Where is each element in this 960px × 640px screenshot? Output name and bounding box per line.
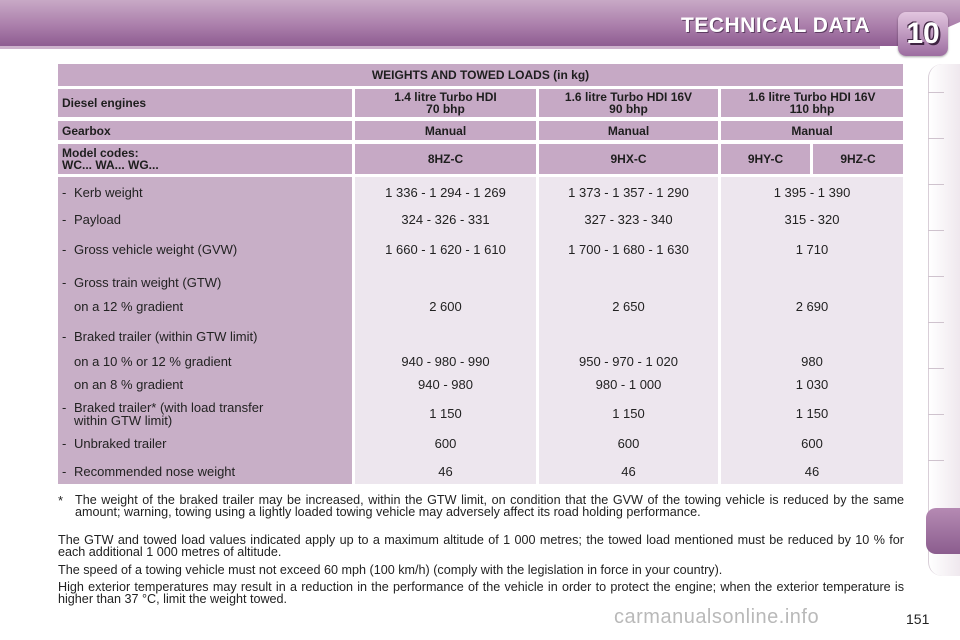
row-label-diesel-engines: Diesel engines <box>58 89 352 117</box>
side-tab-rail <box>928 64 960 576</box>
gearbox-value: Manual <box>539 121 718 140</box>
engine-header <box>355 89 536 117</box>
table-row-label: - Recommended nose weight <box>62 464 236 479</box>
chapter-badge <box>898 12 948 56</box>
speed-note: The speed of a towing vehicle must not exceed 60 mph (100 km/h) (comply with the legislation in force in your country). <box>58 563 723 577</box>
table-cell: 980 - 1 000 <box>595 377 662 392</box>
engine-header <box>721 89 903 117</box>
engine-header <box>539 89 718 117</box>
side-tab-divider <box>928 184 944 185</box>
table-cell: 600 <box>434 436 457 451</box>
table-cell: 1 395 - 1 390 <box>773 185 851 200</box>
model-codes-label: Model codes: <box>62 146 139 160</box>
table-row-label: - Kerb weight <box>62 185 143 200</box>
chapter-number: 10 <box>906 17 940 50</box>
table-cell: 940 - 980 <box>418 377 473 392</box>
row-label-model-codes <box>58 144 352 174</box>
table-cell: 324 - 326 - 331 <box>401 212 490 227</box>
page-title: TECHNICAL DATA <box>681 14 870 37</box>
table-cell: 327 - 323 - 340 <box>584 212 673 227</box>
temperature-note: High exterior temperatures may result in a reduction in the performance of the vehicle in order to protect the engine; when the exterior temperature is higher than 37 °C, limit the weight towed. <box>58 580 904 606</box>
side-tab-divider <box>928 322 944 323</box>
table-cell: 46 <box>621 464 636 479</box>
side-tab-divider <box>928 368 944 369</box>
table-row-label: - Payload <box>62 212 121 227</box>
page-number: 151 <box>906 611 930 627</box>
table-row-label: - Unbraked trailer <box>62 436 167 451</box>
watermark: carmanualsonline.info <box>614 606 820 628</box>
table-cell: 46 <box>438 464 453 479</box>
table-cell: 1 150 <box>429 406 462 421</box>
model-codes-prefixes: WC... WA... WG... <box>62 158 159 172</box>
table-row-label: - Gross vehicle weight (GVW) <box>62 242 238 257</box>
table-cell: 600 <box>801 436 823 451</box>
model-code: 9HX-C <box>539 144 718 174</box>
footnote-text: The weight of the braked trailer may be increased, within the GTW limit, on condition that the GVW of the towing vehicle is reduced by the same amount; warning, towing using a lightly loaded towing vehicle may adversely affect its road holding performance. <box>75 493 904 519</box>
table-cell: 1 660 - 1 620 - 1 610 <box>385 242 506 257</box>
table-cell: 2 650 <box>612 299 645 314</box>
model-code: 9HZ-C <box>813 144 903 174</box>
table-row-label: - Braked trailer* (with load transfer within GTW limit) <box>62 400 264 428</box>
table-cell: 600 <box>617 436 640 451</box>
altitude-note: The GTW and towed load values indicated apply up to a maximum altitude of 1 000 metres; the towed load mentioned must be reduced by 10 % for each additional 1 000 metres of altitude. <box>58 533 904 559</box>
engine-power: 110 bhp <box>789 102 835 116</box>
header-divider <box>0 46 880 49</box>
footnote-marker: * <box>58 493 64 508</box>
engine-name: 1.6 litre Turbo HDI 16V <box>564 90 693 104</box>
side-tab-active[interactable] <box>926 508 960 554</box>
table-cell: 1 373 - 1 357 - 1 290 <box>568 185 689 200</box>
side-tab-divider <box>928 230 944 231</box>
table-cell: 1 150 <box>612 406 645 421</box>
side-tab-divider <box>928 276 944 277</box>
table-cell: 950 - 970 - 1 020 <box>578 354 679 369</box>
table-cell: 2 600 <box>429 299 462 314</box>
model-code: 9HY-C <box>721 144 810 174</box>
gearbox-value: Manual <box>355 121 536 140</box>
side-tab-divider <box>928 138 944 139</box>
table-row-label: - Gross train weight (GTW) <box>62 275 222 290</box>
table-cell: 980 <box>801 354 823 369</box>
table-cell: 940 - 980 - 990 <box>401 354 490 369</box>
table-row-sublabel: on a 12 % gradient <box>74 299 184 314</box>
table-cell: 315 - 320 <box>784 212 840 227</box>
table-row-sublabel: on an 8 % gradient <box>74 377 184 392</box>
engine-name: 1.4 litre Turbo HDI <box>394 90 497 104</box>
table-cell: 1 710 <box>795 242 829 257</box>
engine-power: 90 bhp <box>609 102 648 116</box>
table-cell: 1 150 <box>795 406 829 421</box>
table-cell: 1 336 - 1 294 - 1 269 <box>385 185 506 200</box>
table-cell: 2 690 <box>795 299 829 314</box>
table-cell: 46 <box>804 464 820 479</box>
row-label-gearbox: Gearbox <box>58 121 352 140</box>
side-tab-divider <box>928 460 944 461</box>
model-code: 8HZ-C <box>355 144 536 174</box>
table-cell: 1 030 <box>795 377 829 392</box>
table-row-sublabel: on a 10 % or 12 % gradient <box>74 354 232 369</box>
table-row-label: - Braked trailer (within GTW limit) <box>62 329 258 344</box>
side-tab-divider <box>928 92 944 93</box>
engine-power: 70 bhp <box>426 102 465 116</box>
table-cell: 1 700 - 1 680 - 1 630 <box>568 242 689 257</box>
gearbox-value: Manual <box>721 121 903 140</box>
side-tab-divider <box>928 414 944 415</box>
engine-name: 1.6 litre Turbo HDI 16V <box>748 90 876 104</box>
table-title: WEIGHTS AND TOWED LOADS (in kg) <box>58 64 903 86</box>
